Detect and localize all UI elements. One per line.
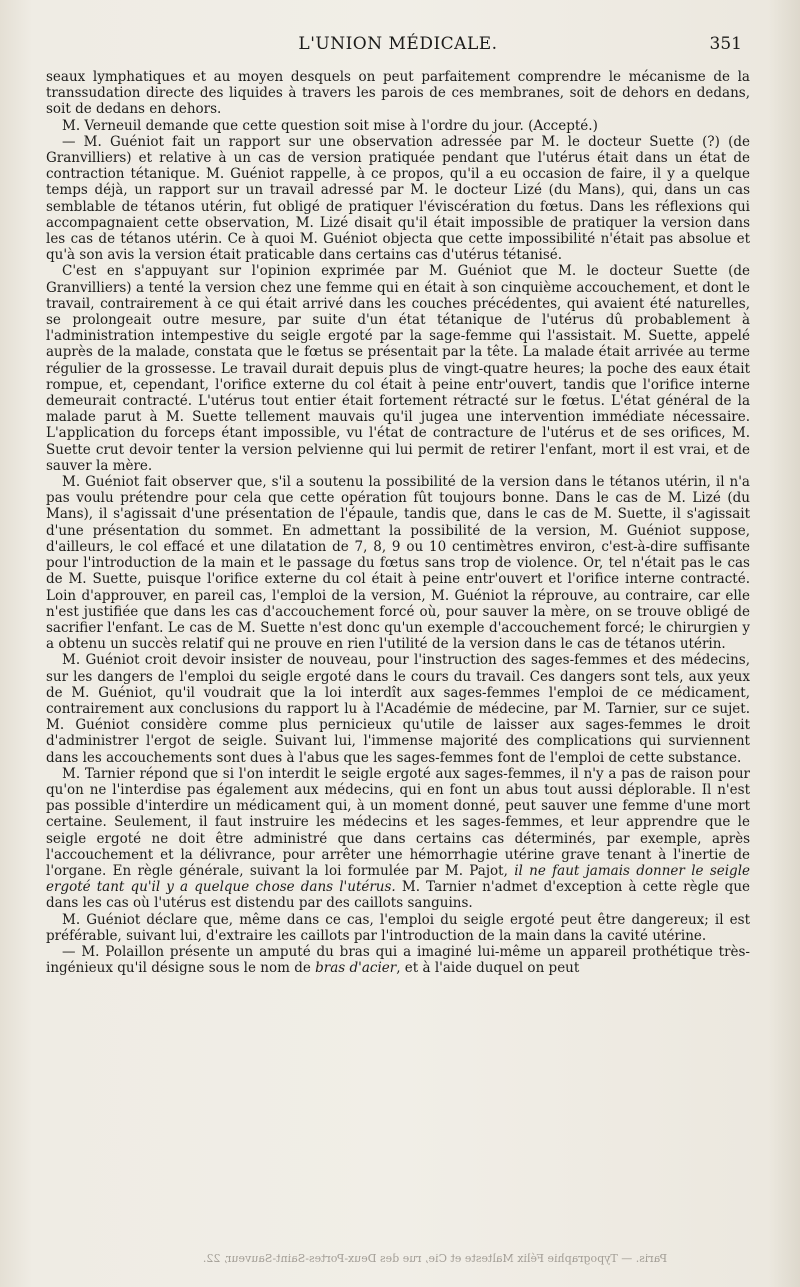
paragraph-suette-case: C'est en s'appuyant sur l'opinion exprimée par M. Guéniot que M. le docteur Suette (de Granvilliers) a tenté la version chez une femme qui en était à son cinquième accouchement, et dont le travail, contrairement à ce qui était arrivé dans les couches précédentes, qui avaient été naturelles, se prolongeait outre mesure, par suite d'un état tétanique de l'utérus dû probablement à l'administration intempestive du seigle ergoté par la sage-femme qui l'assistait. M. Suette, appelé auprès de la malade, constata que le fœtus se présentait par la tête. La malade était arrivée au terme régulier de la grossesse. Le travail durait depuis plus de vingt-quatre heures; la poche des eaux était rompue, et, cependant, l'orifice externe du col était à peine entr'ouvert, tandis que l'orifice interne demeurait contracté. L'utérus tout entier était fortement rétracté sur le fœtus. L'état général de la malade parut à M. Suette tellement mauvais qu'il jugea une intervention immédiate nécessaire. L'application du forceps étant impossible, vu l'état de contracture de l'utérus et de ses orifices, M. Suette crut devoir tenter la version pelvienne qui lui permit de retirer l'enfant, mort il est vrai, et de sauver la mère. bbox=[46, 263, 750, 474]
polaillon-text: — M. Polaillon présente un amputé du bras qui a imaginé lui-même un appareil prothétique très-ingénieux qu'il désigne sous le nom de bbox=[46, 943, 750, 977]
tarnier-reply-tail: M. Tarnier n'admet d'exception à cette règle que dans les cas où l'utérus est distendu par des caillots sanguins. bbox=[46, 879, 751, 912]
bras-acier-italic: bras d'acier bbox=[315, 960, 397, 977]
paragraph-gueniot-declares: M. Guéniot déclare que, même dans ce cas, l'emploi du seigle ergoté peut être dangereux; il est préférable, suivant lui, d'extraire les caillots par l'introduction de la main dans la cavité utérine. bbox=[46, 911, 750, 944]
article-body bbox=[46, 69, 750, 976]
paragraph-tarnier-reply bbox=[46, 766, 750, 912]
page-header bbox=[48, 32, 748, 60]
page-number: 351 bbox=[709, 34, 742, 54]
paragraph-polaillon bbox=[46, 944, 750, 976]
pajot-rule-italic: il ne faut jamais donner le seigle ergoté tant qu'il y a quelque chose dans l'utérus. bbox=[46, 862, 751, 896]
paragraph-ergot-dangers: M. Guéniot croit devoir insister de nouveau, pour l'instruction des sages-femmes et des médecins, sur les dangers de l'emploi du seigle ergoté dans le cours du travail. Ces dangers sont tels, aux yeux de M. Guéniot, qu'il voudrait que la loi interdît aux sages-femmes l'emploi de ce médicament, contrairement aux conclusions du rapport lu à l'Académie de médecine, par M. Tarnier, sur ce sujet. M. Guéniot considère comme plus pernicieux qu'utile de laisser aux sages-femmes le droit d'administrer l'ergot de seigle. Suivant lui, l'immense majorité des complications qui surviennent dans les accouchements sont dues à l'abus que les sages-femmes font de l'emploi de cette substance. bbox=[46, 652, 750, 766]
paragraph-gueniot-observation: M. Guéniot fait observer que, s'il a soutenu la possibilité de la version dans le tétanos utérin, il n'a pas voulu prétendre pour cela que cette opération fût toujours bonne. Dans le cas de M. Lizé (du Mans), il s'agissait d'une présentation de l'épaule, tandis que, dans le cas de M. Suette, il s'agissait d'une présentation du sommet. En admettant la possibilité de la version, M. Guéniot suppose, d'ailleurs, le col effacé et une dilatation de 7, 8, 9 ou 10 centimètres environ, c'est-à-dire suffisante pour l'introduction de la main et le passage du fœtus sans trop de violence. Or, tel n'était pas le cas de M. Suette, puisque l'orifice externe du col était à peine entr'ouvert et l'orifice interne contracté. Loin d'approuver, en pareil cas, l'emploi de la version, M. Guéniot la réprouve, au contraire, car elle n'est justifiée que dans les cas d'accouchement forcé où, pour sauver la mère, on se trouve obligé de sacrifier l'enfant. Le cas de M. Suette n'est donc qu'un exemple d'accouchement forcé; le chirurgien y a obtenu un succès relatif qui ne prouve en rien l'utilité de la version dans le cas de tétanos utérin. bbox=[46, 474, 750, 653]
bleed-through-imprint: Paris. — Typographie Félix Malteste et Cie, rue des Deux-Portes-Saint-Sauveur, 22. bbox=[202, 1252, 668, 1265]
tarnier-reply-text: M. Tarnier répond que si l'on interdit le seigle ergoté aux sages-femmes, il n'y a pas de raison pour qu'on ne l'interdise pas également aux médecins, qui en font un abus tout aussi déplorable. Il n'est pas possible d'interdire un médicament qui, à un moment donné, peut sauver une femme d'une mort certaine. Seulement, il faut instruire les médecins et les sages-femmes, et leur apprendre que le seigle ergoté ne doit être administré que dans certains cas déterminés, par exemple, après l'accouchement et la délivrance, pour arrêter une hémorrhagie utérine grave tenant à l'inertie de l'organe. En règle générale, suivant la loi formulée par M. Pajot, bbox=[46, 765, 750, 879]
paragraph-lymphatics: seaux lymphatiques et au moyen desquels on peut parfaitement comprendre le mécanisme de la transsudation directe des liquides à travers les parois de ces membranes, soit de dehors en dedans, soit de dedans en dehors. bbox=[46, 69, 750, 118]
paragraph-verneuil: M. Verneuil demande que cette question soit mise à l'ordre du jour. (Accepté.) bbox=[62, 117, 598, 134]
running-title: L'UNION MÉDICALE. bbox=[298, 34, 498, 54]
polaillon-tail: , et à l'aide duquel on peut bbox=[396, 960, 580, 977]
paragraph-gueniot-report: — M. Guéniot fait un rapport sur une observation adressée par M. le docteur Suette (?) (de Granvilliers) et relative à un cas de version pratiquée pendant que l'utérus était dans un état de contraction tétanique. M. Guéniot rappelle, à ce propos, qu'il a eu occasion de faire, il y a quelque temps déjà, un rapport sur un travail adressé par M. le docteur Lizé (du Mans), qui, dans un cas semblable de tétanos utérin, fut obligé de pratiquer l'éviscération du fœtus. Dans les réflexions qui accompagnaient cette observation, M. Lizé disait qu'il était impossible de pratiquer la version dans les cas de tétanos utérin. Ce à quoi M. Guéniot objecta que cette impossibilité n'était pas absolue et qu'à son avis la version était praticable dans certains cas d'utérus tétanisé. bbox=[46, 133, 750, 264]
